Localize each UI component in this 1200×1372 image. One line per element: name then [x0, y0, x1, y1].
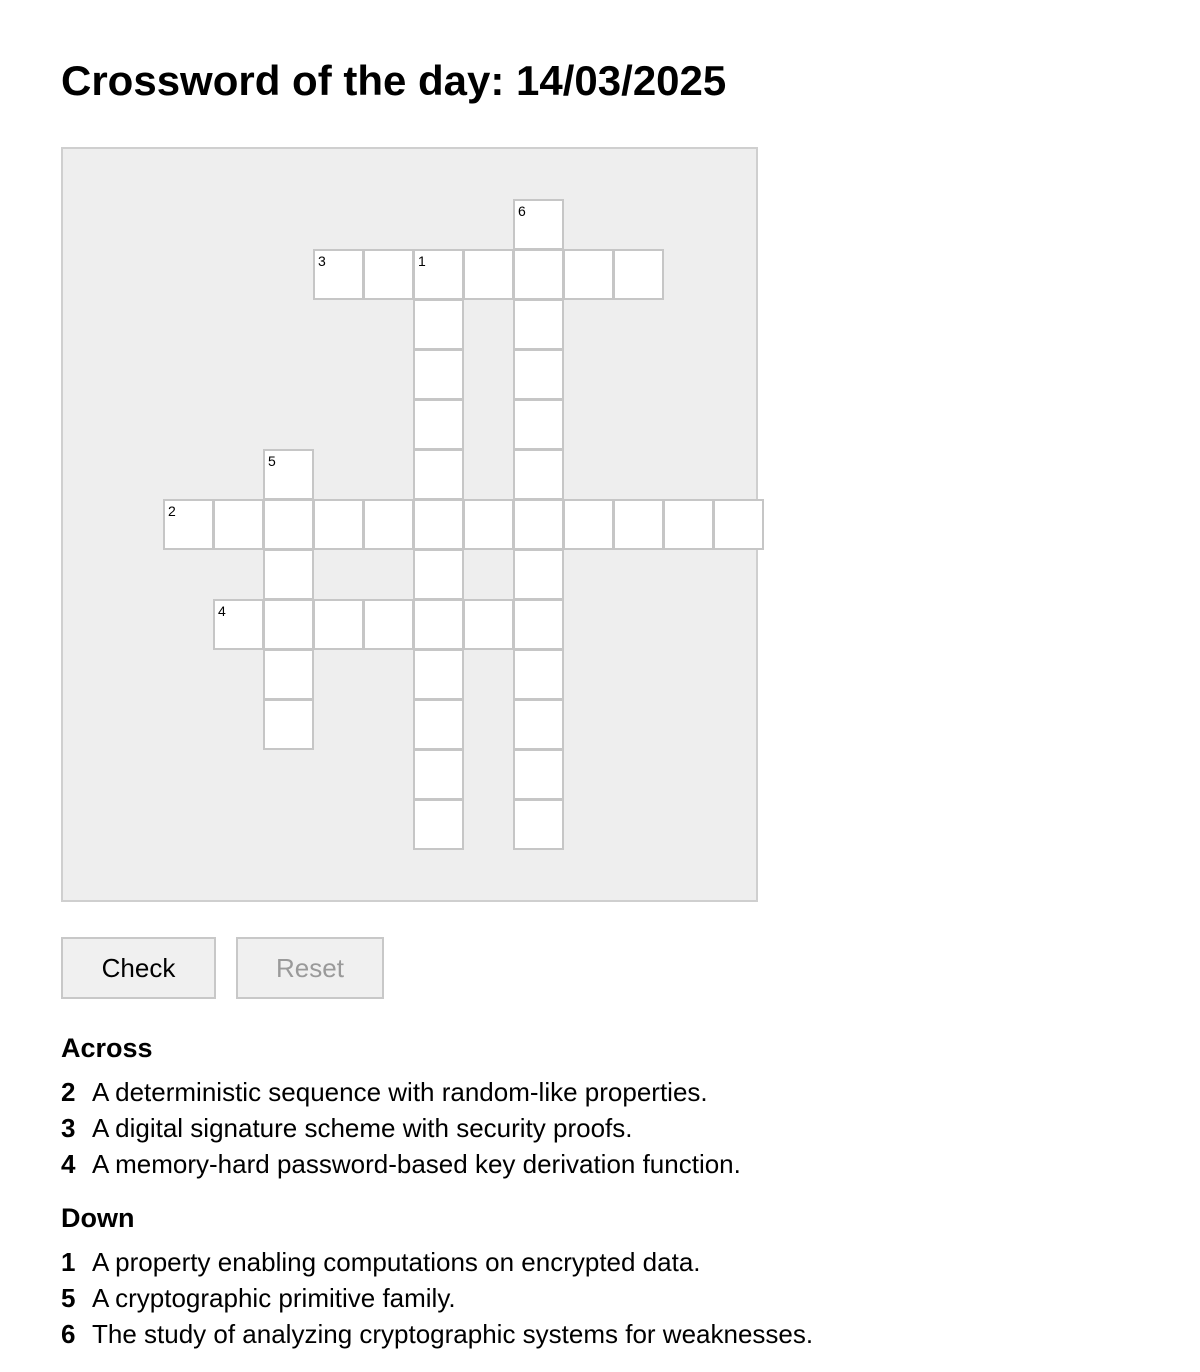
clue-text: A memory-hard password-based key derivation function. — [92, 1149, 741, 1179]
grid-cell[interactable] — [513, 549, 564, 600]
grid-cell[interactable] — [413, 599, 464, 650]
grid-cell[interactable] — [413, 449, 464, 500]
grid-cell[interactable] — [163, 499, 214, 550]
grid-cell[interactable] — [513, 599, 564, 650]
grid-cell[interactable] — [263, 449, 314, 500]
grid-cell[interactable] — [213, 499, 264, 550]
cell-number: 2 — [168, 503, 176, 519]
cell-number: 1 — [418, 253, 426, 269]
grid-cell[interactable] — [513, 199, 564, 250]
clue-number: 1 — [61, 1247, 76, 1277]
grid-cell[interactable] — [613, 499, 664, 550]
grid-cell[interactable] — [513, 799, 564, 850]
grid-cell[interactable] — [313, 599, 364, 650]
grid-cell[interactable] — [513, 249, 564, 300]
grid-cell[interactable] — [313, 499, 364, 550]
grid-cell[interactable] — [713, 499, 764, 550]
grid-cell[interactable] — [463, 499, 514, 550]
clue-text: A deterministic sequence with random-like properties. — [92, 1077, 708, 1107]
grid-cell[interactable] — [263, 649, 314, 700]
grid-cell[interactable] — [263, 549, 314, 600]
grid-cell[interactable] — [513, 299, 564, 350]
grid-cell[interactable] — [363, 599, 414, 650]
grid-cell[interactable] — [413, 749, 464, 800]
clue-text: A digital signature scheme with security proofs. — [92, 1113, 633, 1143]
clue-number: 4 — [61, 1149, 76, 1179]
cell-number: 3 — [318, 253, 326, 269]
clue-number: 5 — [61, 1283, 76, 1313]
clue-number: 3 — [61, 1113, 76, 1143]
cell-number: 6 — [518, 203, 526, 219]
grid-cell[interactable] — [663, 499, 714, 550]
grid-cell[interactable] — [413, 399, 464, 450]
across-heading: Across — [61, 1033, 153, 1063]
grid-cell[interactable] — [313, 249, 364, 300]
grid-cell[interactable] — [513, 349, 564, 400]
grid-cell[interactable] — [263, 699, 314, 750]
grid-cell[interactable] — [363, 499, 414, 550]
grid-cell[interactable] — [463, 249, 514, 300]
grid-cell[interactable] — [413, 299, 464, 350]
grid-cell[interactable] — [263, 599, 314, 650]
grid-cell[interactable] — [613, 249, 664, 300]
grid-cell[interactable] — [513, 399, 564, 450]
clue-text: The study of analyzing cryptographic systems for weaknesses. — [92, 1319, 814, 1349]
grid-cell[interactable] — [513, 649, 564, 700]
down-heading: Down — [61, 1203, 135, 1233]
clue-text: A property enabling computations on encrypted data. — [92, 1247, 701, 1277]
clue-number: 6 — [61, 1319, 76, 1349]
grid-cell[interactable] — [413, 799, 464, 850]
grid-cell[interactable] — [413, 649, 464, 700]
grid-cell[interactable] — [413, 349, 464, 400]
grid-cell[interactable] — [263, 499, 314, 550]
grid-cell[interactable] — [513, 499, 564, 550]
grid-cell[interactable] — [513, 699, 564, 750]
page-title: Crossword of the day: 14/03/2025 — [61, 57, 727, 104]
grid-cell[interactable] — [413, 699, 464, 750]
clue-text: A cryptographic primitive family. — [92, 1283, 456, 1313]
grid-cell[interactable] — [463, 599, 514, 650]
clue-number: 2 — [61, 1077, 76, 1107]
grid-cell[interactable] — [413, 499, 464, 550]
grid-cell[interactable] — [563, 249, 614, 300]
grid-cell[interactable] — [363, 249, 414, 300]
reset-button[interactable]: Reset — [236, 937, 384, 999]
crossword-grid — [61, 147, 758, 902]
cell-number: 5 — [268, 453, 276, 469]
grid-cell[interactable] — [513, 749, 564, 800]
cell-number: 4 — [218, 603, 226, 619]
grid-cell[interactable] — [563, 499, 614, 550]
grid-cell[interactable] — [413, 249, 464, 300]
check-button[interactable]: Check — [61, 937, 216, 999]
grid-cell[interactable] — [413, 549, 464, 600]
grid-cell[interactable] — [513, 449, 564, 500]
grid-cell[interactable] — [213, 599, 264, 650]
